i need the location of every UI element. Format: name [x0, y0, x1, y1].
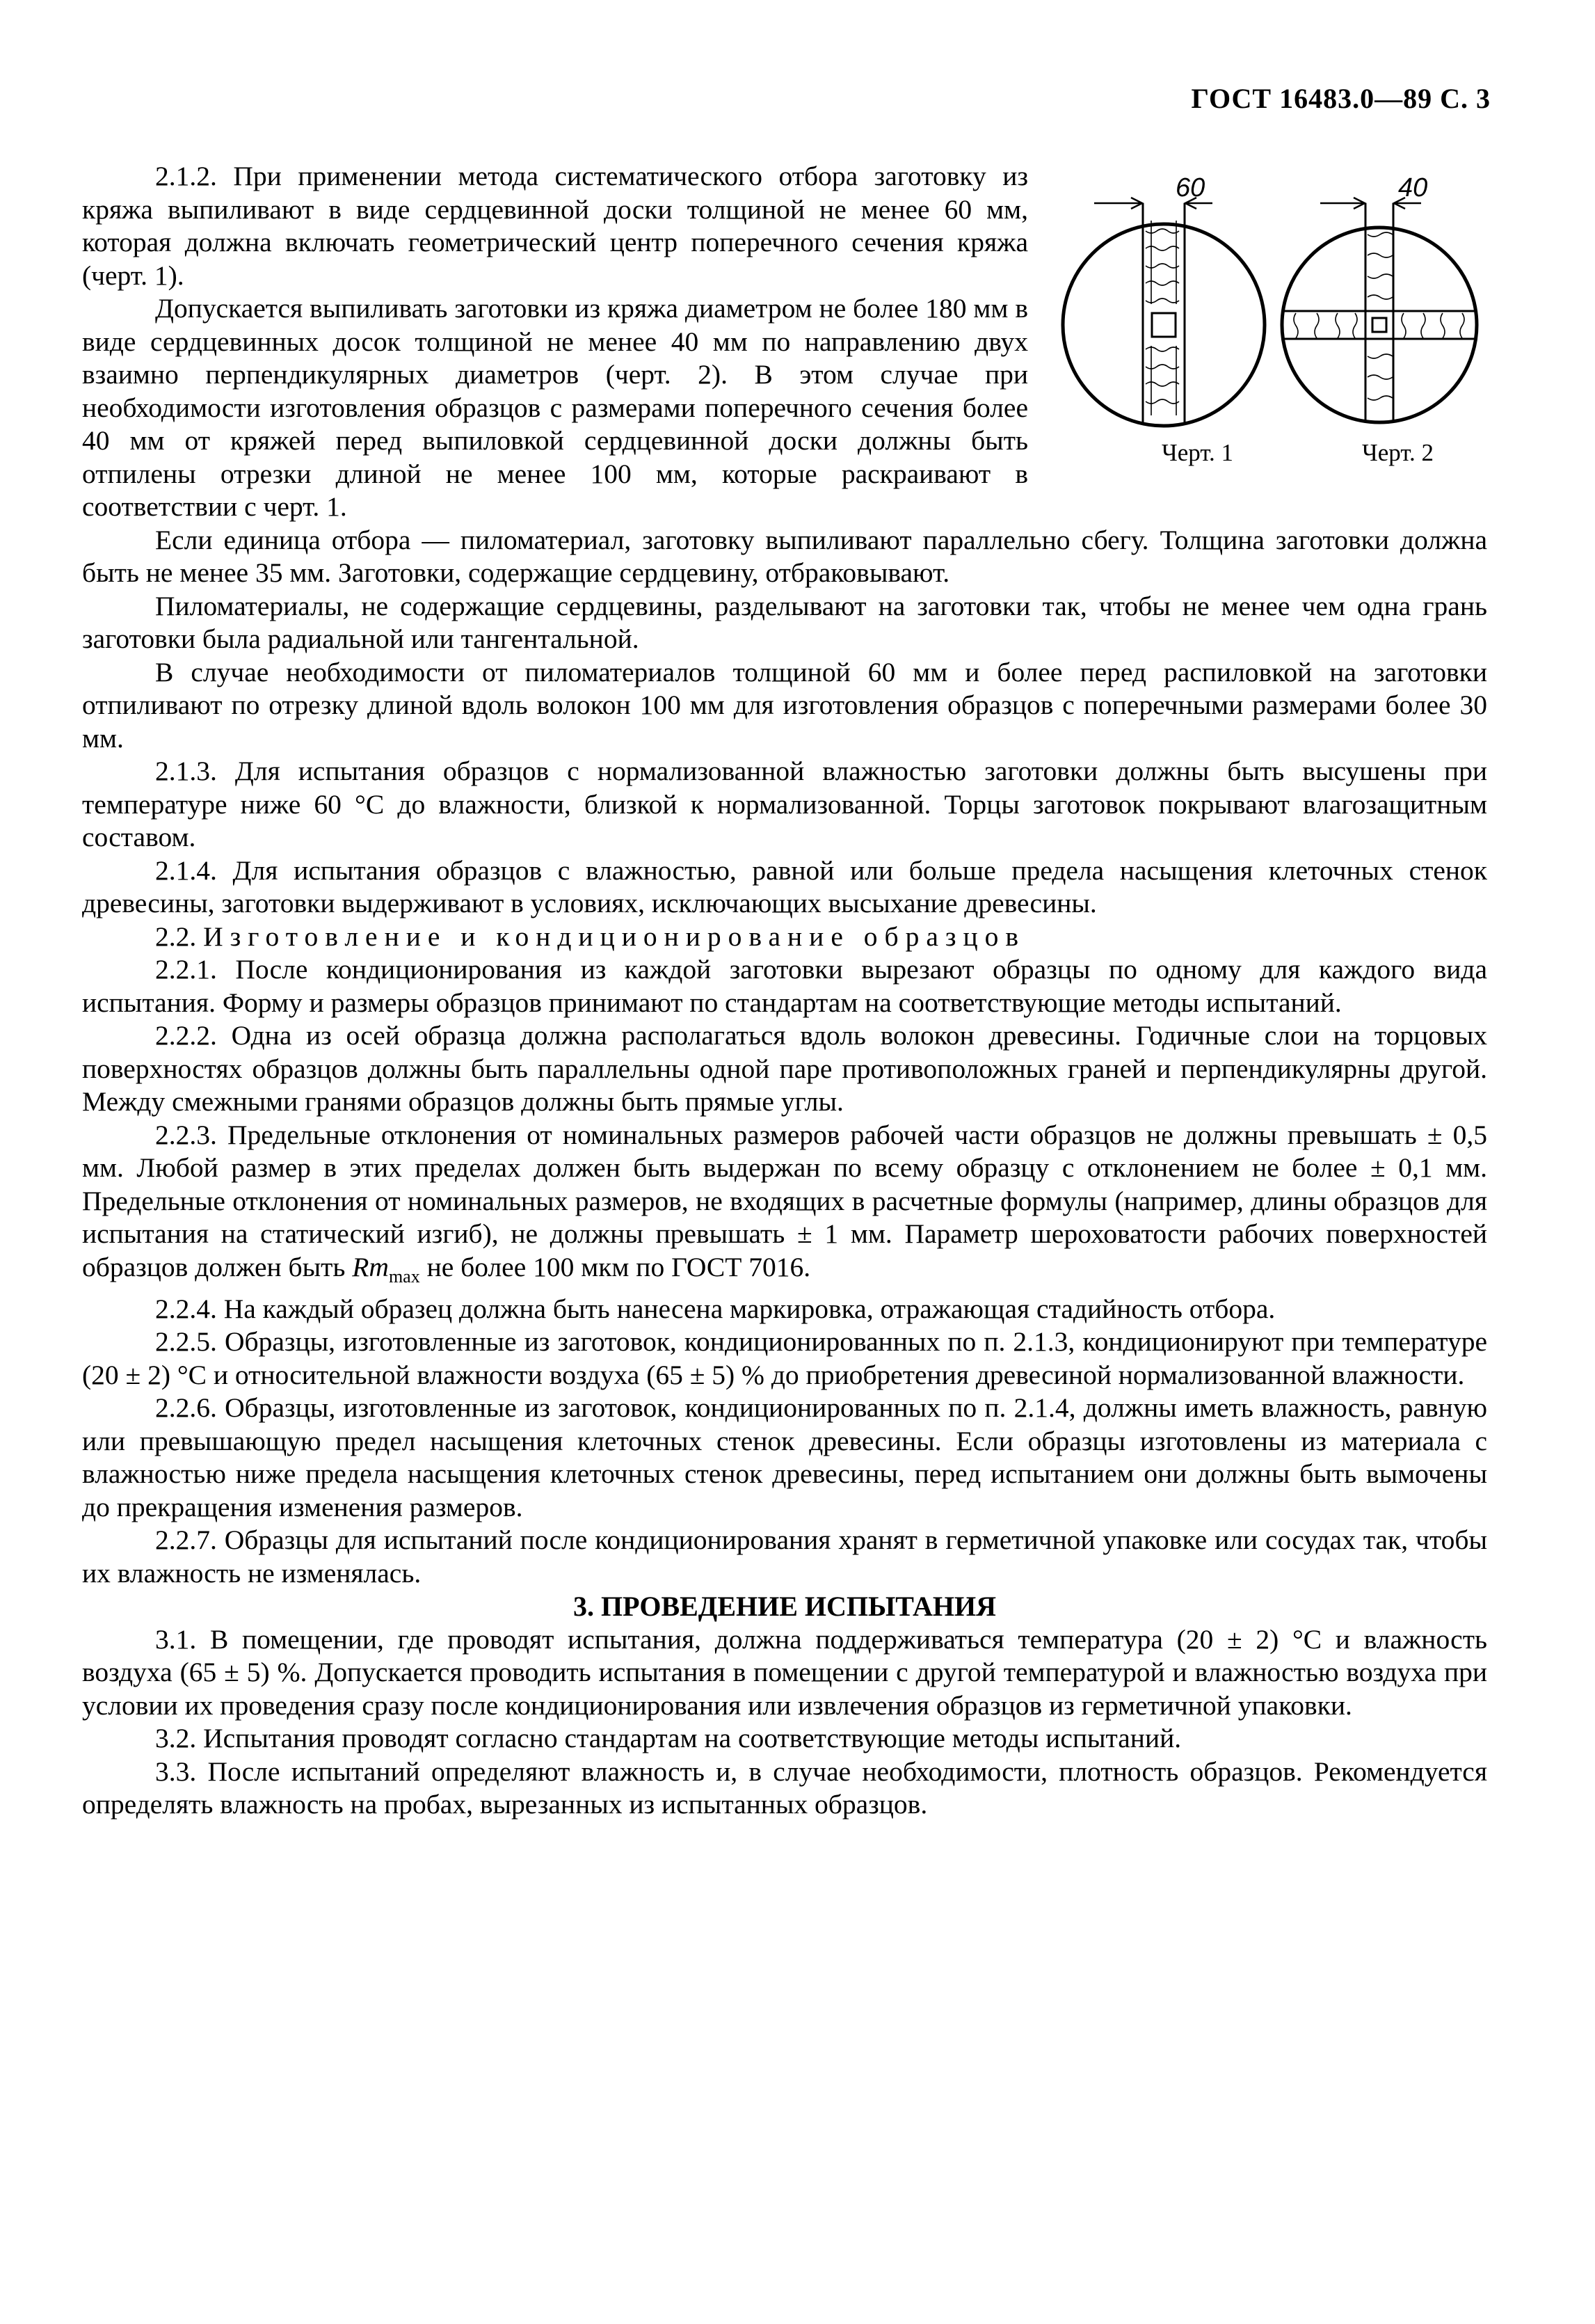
roughness-symbol: Rm [352, 1251, 389, 1282]
paragraph-3-2: 3.2. Испытания проводят согласно стандартам на соответствующие методы испытаний. [155, 1723, 1182, 1754]
paragraph-2-1-2-c: Если единица отбора — пиломатериал, заготовку выпиливают параллельно сбегу. Толщина заготовки должна быть не менее 35 мм. Заготовки, содержащие сердцевину, отбраковывают. [82, 524, 1487, 588]
section-3-heading: 3. ПРОВЕДЕНИЕ ИСПЫТАНИЯ [573, 1591, 996, 1623]
paragraph-2-2-7: 2.2.7. Образцы для испытаний после кондиционирования хранят в герметичной упаковке или сосудах так, чтобы их влажность не изменялась. [82, 1525, 1487, 1589]
paragraph-2-2-1: 2.2.1. После кондиционирования из каждой заготовки вырезают образцы по одному для каждого вида испытания. Форму и размеры образцов принимают по стандартам на соответствующие методы испытаний. [82, 954, 1487, 1018]
figure-2-drawing [1282, 198, 1477, 422]
figure-2-caption: Черт. 2 [1362, 439, 1434, 466]
figure-1-caption: Черт. 1 [1162, 439, 1233, 466]
paragraph-2-1-3: 2.1.3. Для испытания образцов с нормализованной влажностью заготовки должны быть высушены при температуре ниже 60 °С до влажности, близкой к нормализованной. Торцы заготовок покрывают влагозащитным составом. [82, 756, 1487, 852]
paragraph-3-3: 3.3. После испытаний определяют влажность и, в случае необходимости, плотность образцов. Рекомендуется определять влажность на пробах, вырезанных из испытанных образцов. [82, 1756, 1487, 1820]
paragraph-2-1-2-e: В случае необходимости от пиломатериалов толщиной 60 мм и более перед распиловкой на заготовки отпиливают по отрезку длиной вдоль волокон 100 мм для изготовления образцов с поперечными размерами более 30 мм. [82, 656, 1487, 754]
paragraph-2-2-3-text-b: не более 100 мкм по ГОСТ 7016. [426, 1251, 811, 1282]
page-header: ГОСТ 16483.0—89 С. 3 [1191, 83, 1491, 114]
figure-1-drawing [1063, 198, 1265, 426]
paragraph-2-2-2: 2.2.2. Одна из осей образца должна располагаться вдоль волокон древесины. Годичные слои на торцовых поверхностях образцов должны быть параллельны одной паре противоположных граней и перпендикулярны другой. Между смежными гранями образцов должны быть прямые углы. [82, 1020, 1487, 1117]
paragraph-2-1-2-d: Пиломатериалы, не содержащие сердцевины, разделывают на заготовки так, чтобы не менее чем одна грань заготовки была радиальной или тангентальной. [82, 590, 1487, 654]
paragraph-2-2-4: 2.2.4. На каждый образец должна быть нанесена маркировка, отражающая стадийность отбора. [155, 1293, 1276, 1324]
paragraph-2-1-2: 2.1.2. При применении метода систематического отбора заготовку из кряжа выпиливают в виде сердцевинной доски толщиной не менее 60 мм, которая должна включать геометрический центр поперечного сечения кряжа (черт. 1). [82, 161, 1028, 291]
subsection-2-2-heading [82, 921, 1487, 954]
paragraph-2-2-3-text-a: 2.2.3. Предельные отклонения от номинальных размеров рабочей части образцов не должны превышать ± 0,5 мм. Любой размер в этих пределах должен быть выдержан по всему образцу с отклонением не более ± 0,1 мм. Предельные отклонения от номинальных размеров, не входящих в расчетные формулы (например, длины образцов для испытания на статический изгиб), не должны превышать ± 1 мм. Параметр шероховатости рабочих поверхностей образцов должен быть [82, 1119, 1487, 1282]
figure-block [1056, 154, 1494, 502]
paragraph-2-2-6: 2.2.6. Образцы, изготовленные из заготовок, кондиционированных по п. 2.1.4, должны иметь влажность, равную или превышающую предел насыщения клеточных стенок древесины. Если образцы изготовлены из материала с влажностью ниже предела насыщения клеточных стенок древесины, перед испытанием они должны быть вымочены до прекращения изменения размеров. [82, 1392, 1487, 1522]
paragraph-2-2-5: 2.2.5. Образцы, изготовленные из заготовок, кондиционированных по п. 2.1.3, кондиционируют при температуре (20 ± 2) °С и относительной влажности воздуха (65 ± 5) % до приобретения древесиной нормализованной влажности. [82, 1326, 1487, 1390]
paragraph-2-1-4: 2.1.4. Для испытания образцов с влажностью, равной или больше предела насыщения клеточных стенок древесины, заготовки выдерживают в условиях, исключающих высыхание древесины. [82, 854, 1487, 918]
document-body [82, 160, 1487, 1822]
paragraph-2-2-3 [82, 1119, 1487, 1293]
paragraph-3-1: 3.1. В помещении, где проводят испытания, должна поддерживаться температура (20 ± 2) °С и влажность воздуха (65 ± 5) %. Допускается проводить испытания в помещении с другой температурой и влажностью воздуха при условии их проведения сразу после кондиционирования или извлечения образцов из герметичной упаковки. [82, 1623, 1487, 1721]
subsection-2-2-title: Изготовление и кондиционирование образцов [203, 921, 1025, 952]
figure-2-dimension: 40 [1398, 173, 1428, 202]
roughness-subscript: max [388, 1266, 420, 1287]
figure-1-dimension: 60 [1176, 173, 1205, 202]
log-cross-section-figures [1056, 154, 1494, 433]
paragraph-2-1-2-b: Допускается выпиливать заготовки из кряжа диаметром не более 180 мм в виде сердцевинных досок толщиной не менее 40 мм по направлению двух взаимно перпендикулярных диаметров (черт. 2). В этом случае при необходимости изготовления образцов с размерами поперечного сечения более 40 мм от кряжей перед выпиловкой сердцевинной доски должны быть отпилены отрезки длиной не менее 100 мм, которые раскраивают в соответствии с черт. 1. [82, 293, 1028, 522]
subsection-2-2-number: 2.2. [155, 921, 197, 952]
